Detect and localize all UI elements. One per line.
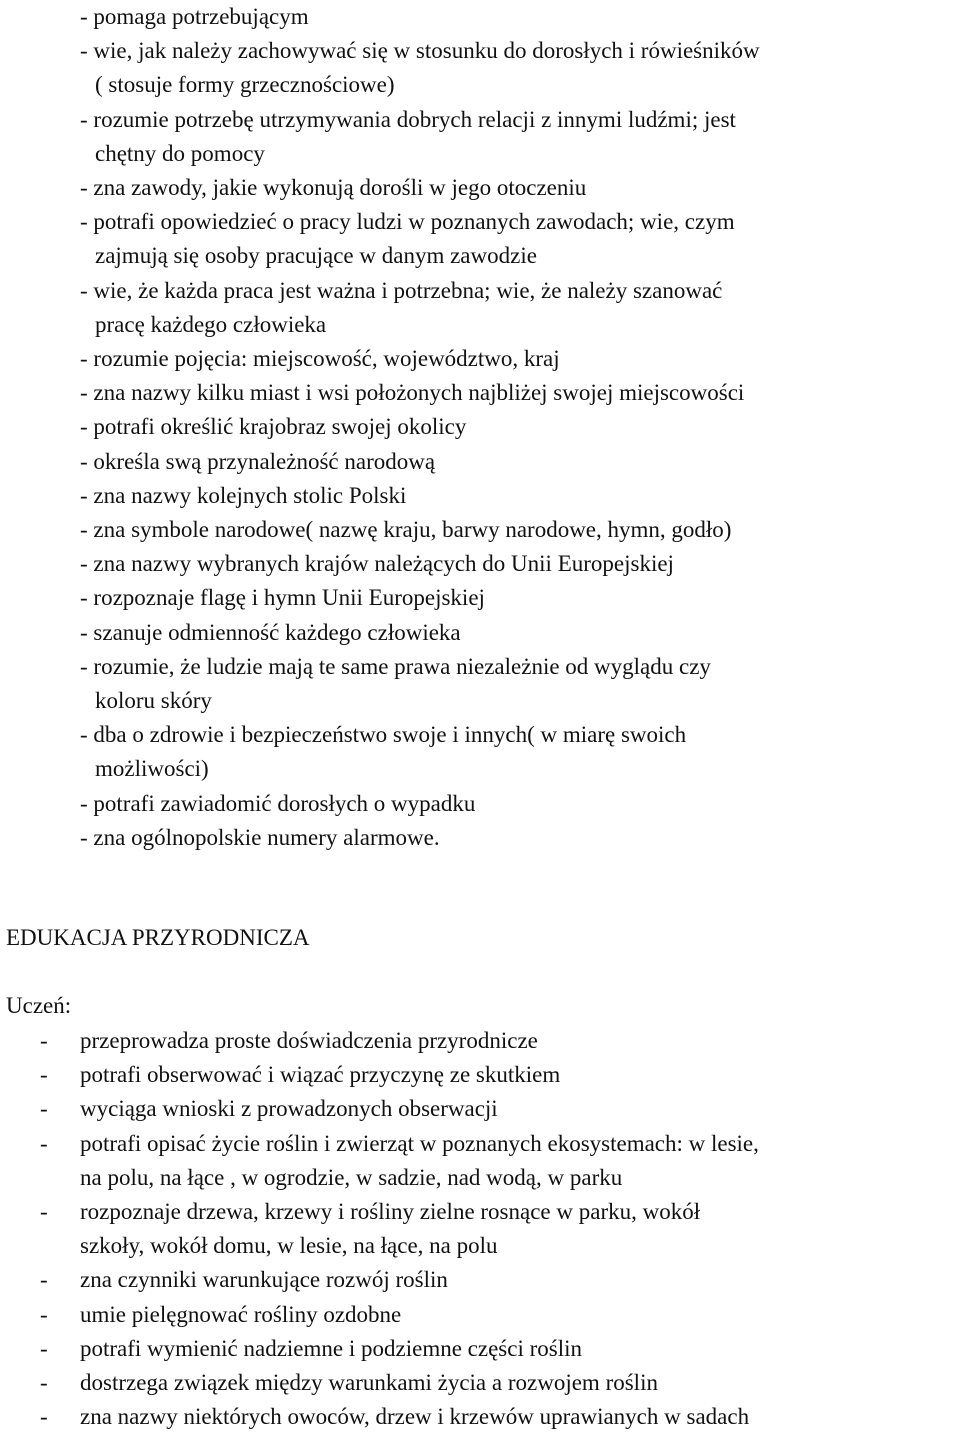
list-item-text: potrafi opisać życie roślin i zwierząt w poznanych ekosystemach: w lesie, (80, 1130, 759, 1156)
list-item-text: - potrafi opowiedzieć o pracy ludzi w poznanych zawodach; wie, czym (80, 209, 735, 235)
list-item (0, 1092, 960, 1126)
list-item (80, 787, 955, 821)
list-item-text: - szanuje odmienność każdego człowieka (80, 619, 461, 645)
list-item (0, 1298, 960, 1332)
bullet-dash: - (40, 1096, 48, 1122)
list-item (0, 1127, 960, 1195)
list-item (80, 445, 955, 479)
list-item-text: - zna zawody, jakie wykonują dorośli w jego otoczeniu (80, 175, 587, 201)
list-item (0, 1332, 960, 1366)
list-item-text: rozpoznaje drzewa, krzewy i rośliny zielne rosnące w parku, wokół (80, 1199, 701, 1225)
list-item (80, 342, 955, 376)
list-item-text: - rozumie pojęcia: miejscowość, województwo, kraj (80, 346, 560, 372)
bullet-dash: - (40, 1028, 48, 1053)
list-item-text: - rozumie potrzebę utrzymywania dobrych relacji z innymi ludźmi; jest (80, 106, 736, 132)
list-item-text: dostrzega związek między warunkami życia a rozwojem roślin (80, 1370, 658, 1396)
list-item (80, 410, 955, 444)
list-item-text: - zna nazwy kilku miast i wsi położonych najbliżej swojej miejscowości (80, 380, 745, 406)
list-item-continuation: szkoły, wokół domu, w lesie, na łące, na polu (80, 1233, 498, 1259)
list-item-text: - zna ogólnopolskie numery alarmowe. (80, 824, 440, 850)
bullet-dash: - (40, 1335, 48, 1361)
list-item (0, 1195, 960, 1263)
list-item (80, 821, 955, 855)
list-item-continuation: możliwości) (95, 756, 209, 782)
list-item (0, 1058, 960, 1092)
list-item-text: - określa swą przynależność narodową (80, 448, 436, 474)
section-subtitle: Uczeń: (6, 993, 72, 1018)
list-item-text: potrafi obserwować i wiązać przyczynę ze skutkiem (80, 1062, 561, 1088)
skills-list-social (80, 0, 955, 855)
list-item-continuation: zajmują się osoby pracujące w danym zawodzie (95, 243, 537, 269)
list-item (80, 205, 955, 273)
list-item-text: - potrafi zawiadomić dorosłych o wypadku (80, 790, 476, 816)
list-item-continuation: ( stosuje formy grzecznościowe) (95, 72, 395, 98)
list-item (80, 274, 955, 342)
list-item-text: - dba o zdrowie i bezpieczeństwo swoje i innych( w miarę swoich (80, 722, 687, 748)
list-item-text: przeprowadza proste doświadczenia przyrodnicze (80, 1028, 538, 1053)
list-item-text: - zna nazwy wybranych krajów należących do Unii Europejskiej (80, 551, 674, 577)
list-item (0, 1024, 960, 1058)
list-item-continuation: pracę każdego człowieka (95, 311, 327, 337)
list-item-text: - pomaga potrzebującym (80, 4, 309, 29)
list-item (80, 718, 955, 786)
list-item (80, 581, 955, 615)
list-item-text: - wie, jak należy zachowywać się w stosunku do dorosłych i rówieśników (80, 38, 760, 64)
list-item (80, 34, 955, 102)
list-item-continuation: chętny do pomocy (95, 140, 265, 166)
section-title: EDUKACJA PRZYRODNICZA (6, 925, 310, 950)
list-item-text: - zna nazwy kolejnych stolic Polski (80, 482, 407, 508)
skills-list-nature (0, 1024, 960, 1434)
list-item (80, 103, 955, 171)
list-item (0, 1400, 960, 1434)
list-item (80, 513, 955, 547)
bullet-dash: - (40, 1199, 48, 1225)
list-item-text: - potrafi określić krajobraz swojej okolicy (80, 414, 467, 440)
list-item (80, 547, 955, 581)
bullet-dash: - (40, 1267, 48, 1293)
list-item-text: wyciąga wnioski z prowadzonych obserwacji (80, 1096, 498, 1122)
list-item (0, 1366, 960, 1400)
list-item-text: - zna symbole narodowe( nazwę kraju, barwy narodowe, hymn, godło) (80, 517, 732, 543)
bullet-dash: - (40, 1404, 48, 1430)
list-item-continuation: koloru skóry (95, 688, 212, 714)
bullet-dash: - (40, 1130, 48, 1156)
list-item (80, 0, 955, 34)
list-item-text: zna czynniki warunkujące rozwój roślin (80, 1267, 448, 1293)
list-item-text: - rozpoznaje flagę i hymn Unii Europejskiej (80, 585, 485, 611)
bullet-dash: - (40, 1370, 48, 1396)
list-item (80, 616, 955, 650)
list-item-text: umie pielęgnować rośliny ozdobne (80, 1301, 402, 1327)
list-item (0, 1263, 960, 1297)
bullet-dash: - (40, 1062, 48, 1088)
list-item (80, 479, 955, 513)
list-item-text: zna nazwy niektórych owoców, drzew i krzewów uprawianych w sadach (80, 1404, 750, 1430)
list-item-text: - wie, że każda praca jest ważna i potrzebna; wie, że należy szanować (80, 277, 723, 303)
bullet-dash: - (40, 1301, 48, 1327)
list-item-text: potrafi wymienić nadziemne i podziemne części roślin (80, 1335, 582, 1361)
list-item (80, 650, 955, 718)
list-item (80, 171, 955, 205)
list-item-continuation: na polu, na łące , w ogrodzie, w sadzie, nad wodą, w parku (80, 1164, 623, 1190)
list-item-text: - rozumie, że ludzie mają te same prawa niezależnie od wyglądu czy (80, 653, 711, 679)
list-item (80, 376, 955, 410)
